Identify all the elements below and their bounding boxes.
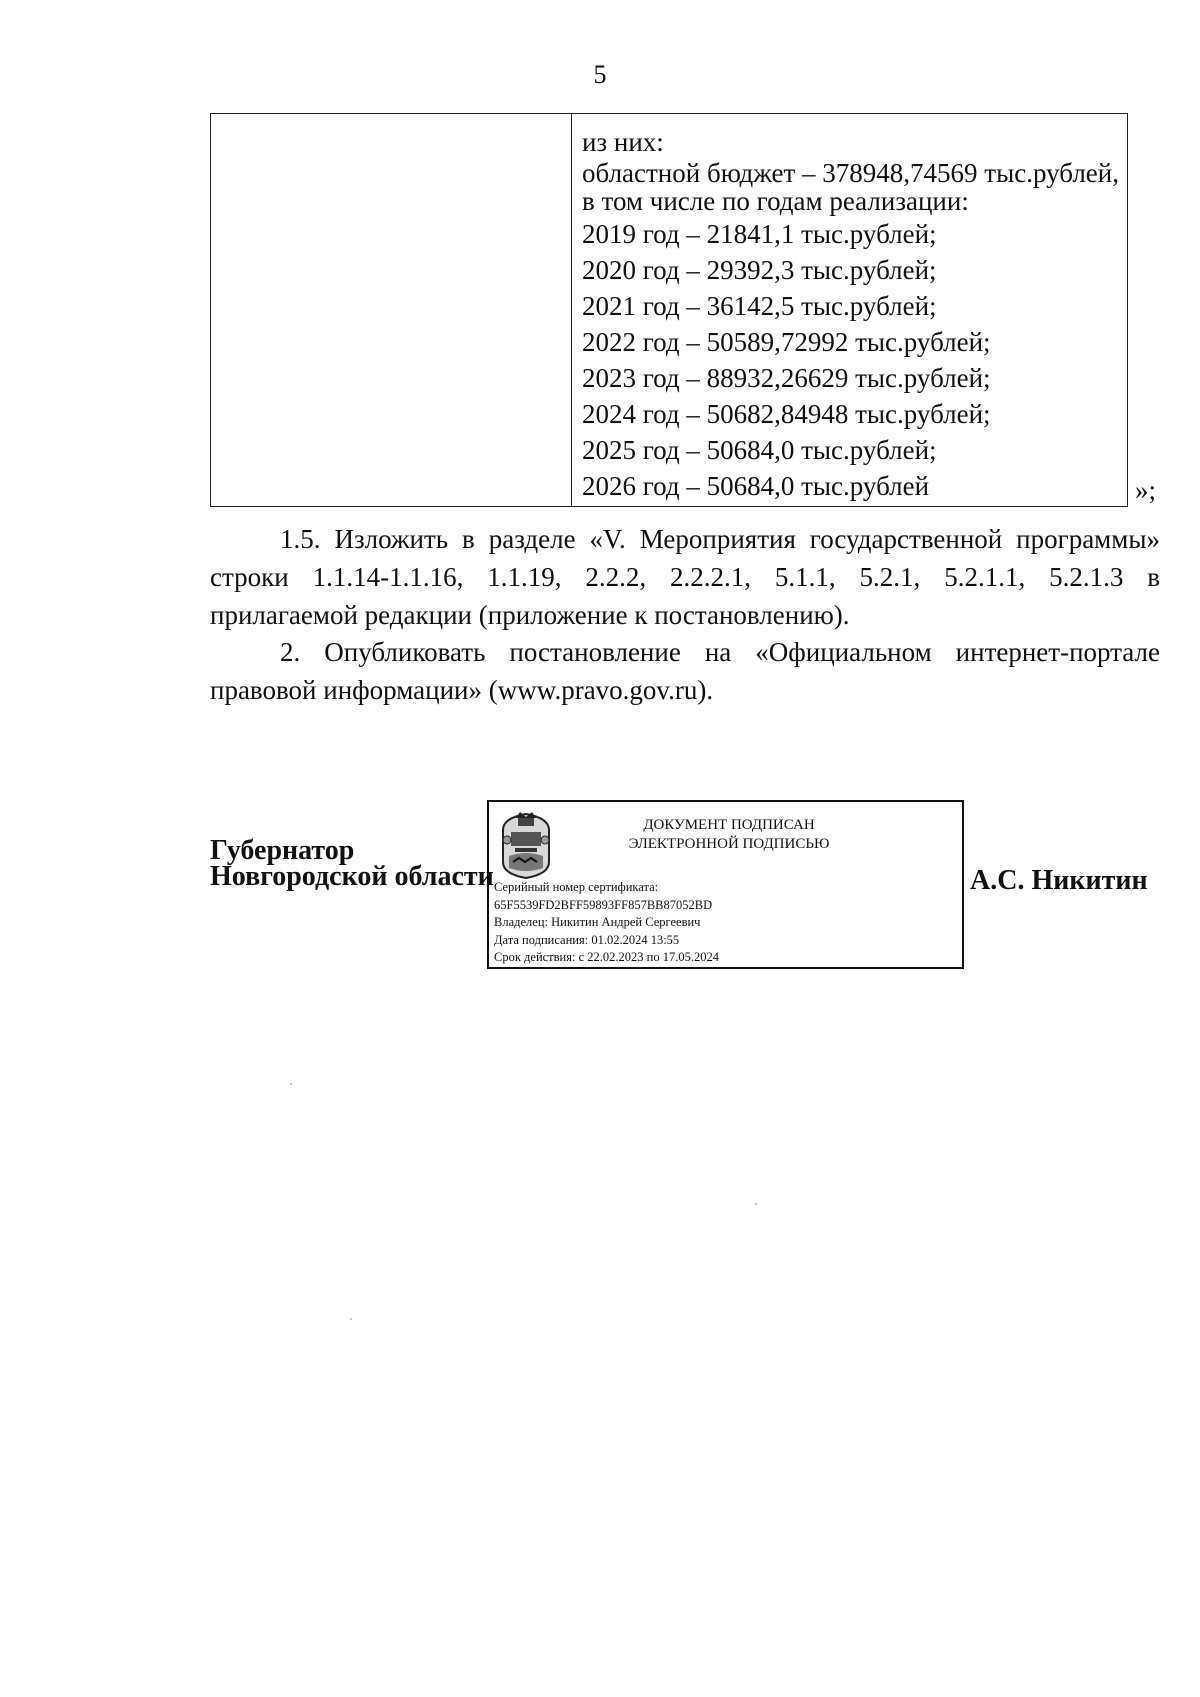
paragraph-2 (210, 633, 1160, 709)
table-line: 2024 год – 50682,84948 тыс.рублей; (582, 399, 991, 429)
table-line: областной бюджет – 378948,74569 тыс.рублей, (582, 158, 1119, 188)
table-line: 2025 год – 50684,0 тыс.рублей; (582, 435, 937, 465)
paragraph-1-5-text: 1.5. Изложить в разделе «V. Мероприятия государственной программы» строки 1.1.14-1.1.16, 1.1.19, 2.2.2, 2.2.2.1, 5.1.1, 5.2.1, 5.2.1.1, 5.2.1.3 в прилагаемой редакции (приложение к постановлению). (210, 524, 1160, 630)
scan-speck (290, 1083, 292, 1085)
page-number: 5 (593, 60, 607, 89)
table-line: 2026 год – 50684,0 тыс.рублей (582, 471, 930, 501)
scan-speck (350, 1318, 352, 1320)
closing-quote: »; (1135, 475, 1157, 505)
stamp-signed-date: Дата подписания: 01.02.2024 13:55 (494, 932, 680, 947)
stamp-owner: Владелец: Никитин Андрей Сергеевич (494, 915, 701, 929)
stamp-details (494, 879, 719, 967)
scan-speck (755, 1203, 757, 1205)
governor-title (210, 835, 494, 892)
funding-table (210, 113, 1128, 507)
electronic-signature-stamp (487, 800, 964, 969)
stamp-serial-label: Серийный номер сертификата: (494, 880, 659, 894)
stamp-serial-value: 65F5539FD2BFF59893FF857BB87052BD (494, 897, 713, 912)
table-line: 2020 год – 29392,3 тыс.рублей; (582, 255, 937, 285)
table-right-cell (572, 114, 1128, 507)
stamp-validity: Срок действия: с 22.02.2023 по 17.05.2024 (494, 950, 719, 964)
governor-name: А.С. Никитин (970, 865, 1148, 896)
stamp-header (584, 816, 874, 854)
paragraph-2-text: 2. Опубликовать постановление на «Официальном интернет-портале правовой информации» (www.pravo.gov.ru). (210, 637, 1160, 705)
table-line: из них: (582, 127, 664, 157)
governor-title-line: Новгородской области (210, 861, 494, 892)
novgorod-coat-of-arms-icon (497, 810, 555, 880)
table-line: 2019 год – 21841,1 тыс.рублей; (582, 219, 937, 249)
table-line: 2022 год – 50589,72992 тыс.рублей; (582, 327, 991, 357)
governor-title-line: Губернатор (210, 835, 355, 866)
table-line: 2021 год – 36142,5 тыс.рублей; (582, 291, 937, 321)
stamp-header-line: ЭЛЕКТРОННОЙ ПОДПИСЬЮ (628, 836, 830, 852)
table-line: 2023 год – 88932,26629 тыс.рублей; (582, 363, 991, 393)
table-left-cell (211, 114, 572, 507)
stamp-header-line: ДОКУМЕНТ ПОДПИСАН (643, 817, 815, 833)
paragraph-1-5 (210, 520, 1160, 634)
table-line: в том числе по годам реализации: (582, 186, 969, 216)
